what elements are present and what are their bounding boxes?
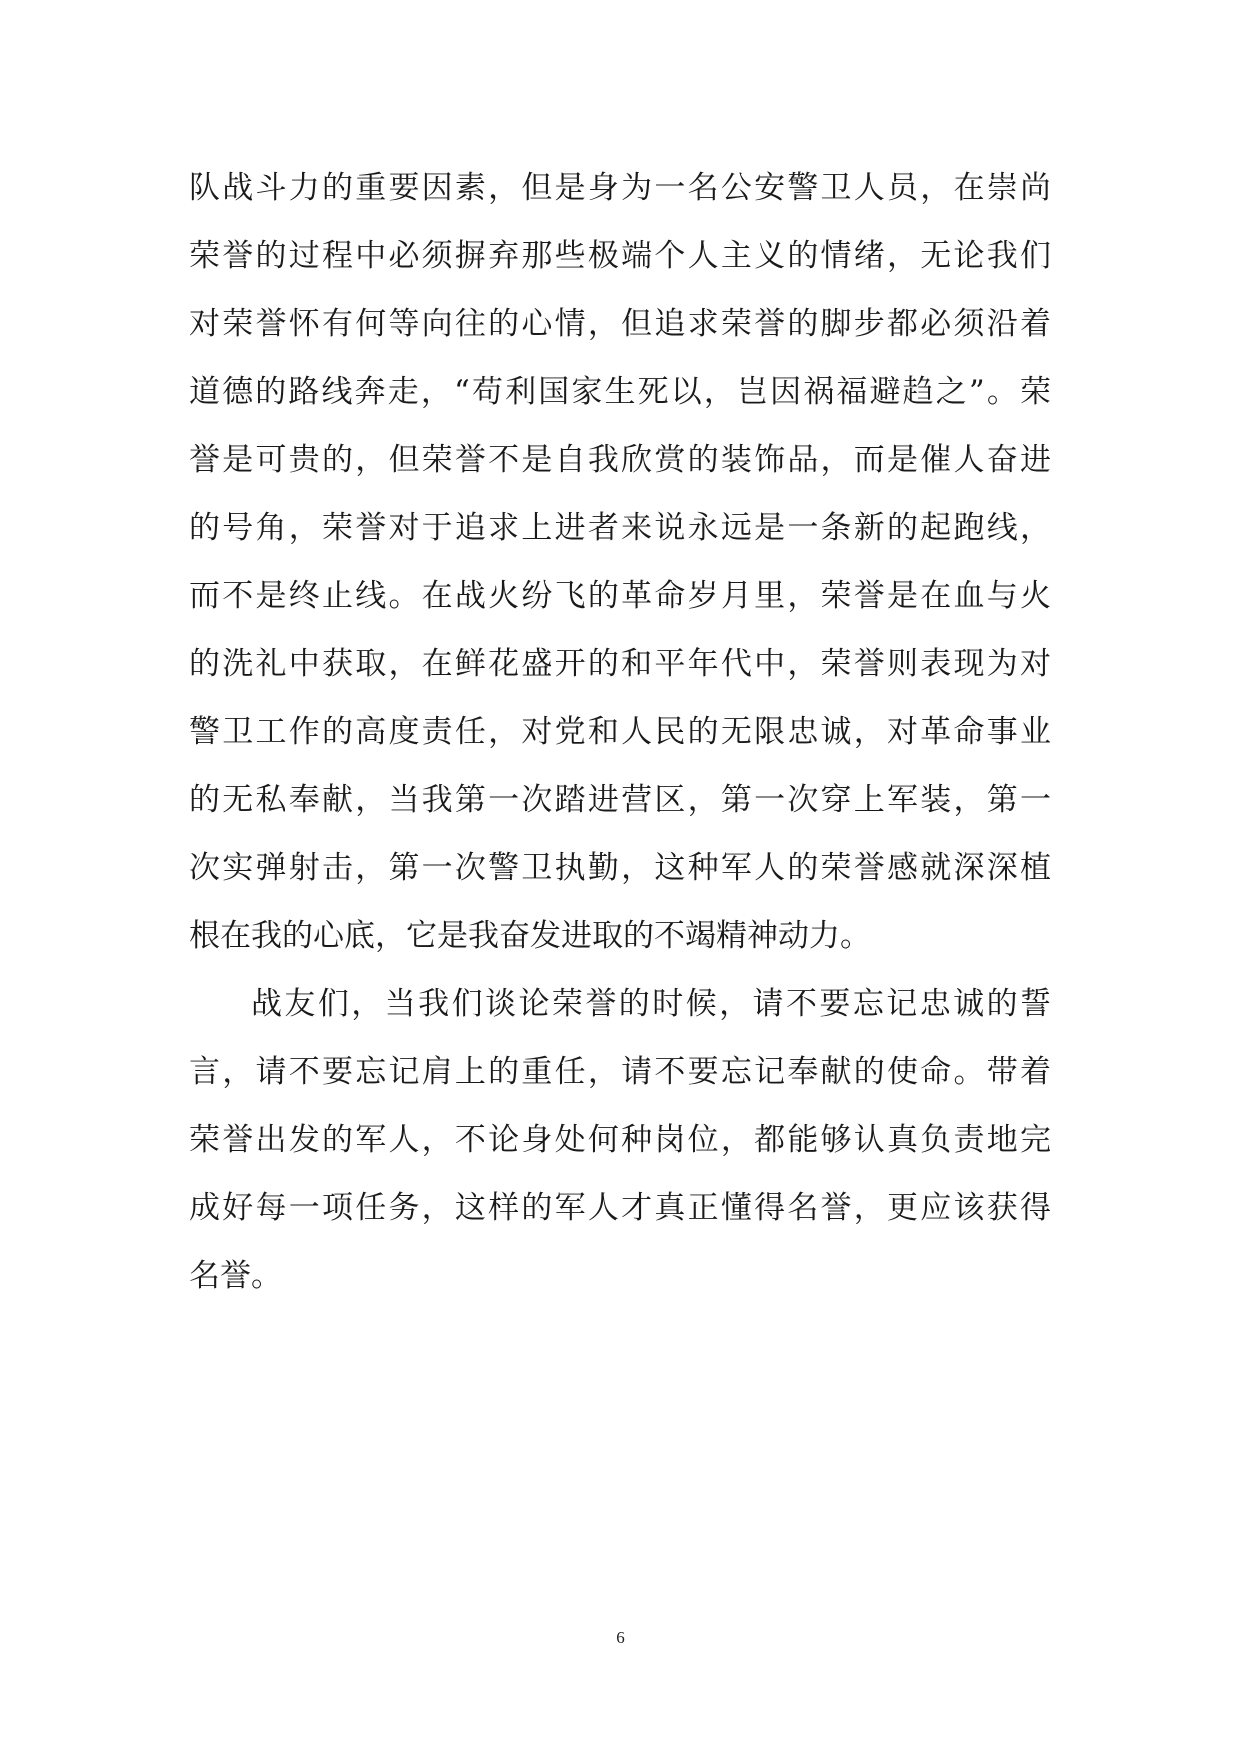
text-line: 警卫工作的高度责任，对党和人民的无限忠诚，对革命事业 — [189, 714, 1051, 750]
paragraph-end-line: 根在我的心底，它是我奋发进取的不竭精神动力。 — [189, 918, 871, 954]
text-line: 的无私奉献，当我第一次踏进营区，第一次穿上军装，第一 — [189, 782, 1051, 818]
paragraph-end-line: 名誉。 — [189, 1258, 282, 1294]
body-text — [189, 154, 1051, 1310]
paragraph-first-line: 战友们，当我们谈论荣誉的时候，请不要忘记忠诚的誓 — [251, 986, 1051, 1022]
text-line: 而不是终止线。在战火纷飞的革命岁月里，荣誉是在血与火 — [189, 578, 1051, 614]
text-line: 誉是可贵的，但荣誉不是自我欣赏的装饰品，而是催人奋进 — [189, 442, 1051, 478]
text-line: 言，请不要忘记肩上的重任，请不要忘记奉献的使命。带着 — [189, 1054, 1051, 1090]
text-line: 的洗礼中获取，在鲜花盛开的和平年代中，荣誉则表现为对 — [189, 646, 1051, 682]
text-line: 荣誉出发的军人，不论身处何种岗位，都能够认真负责地完 — [189, 1122, 1051, 1158]
text-line: 的号角，荣誉对于追求上进者来说永远是一条新的起跑线， — [189, 510, 1051, 546]
page-number: 6 — [616, 1628, 625, 1647]
text-line: 道德的路线奔走，“苟利国家生死以，岂因祸福避趋之”。荣 — [189, 374, 1051, 410]
text-line: 成好每一项任务，这样的军人才真正懂得名誉，更应该获得 — [189, 1190, 1051, 1226]
text-line: 荣誉的过程中必须摒弃那些极端个人主义的情绪，无论我们 — [189, 238, 1051, 274]
text-line: 次实弹射击，第一次警卫执勤，这种军人的荣誉感就深深植 — [189, 850, 1051, 886]
text-line: 对荣誉怀有何等向往的心情，但追求荣誉的脚步都必须沿着 — [189, 306, 1051, 342]
text-line: 队战斗力的重要因素，但是身为一名公安警卫人员，在崇尚 — [189, 170, 1051, 206]
